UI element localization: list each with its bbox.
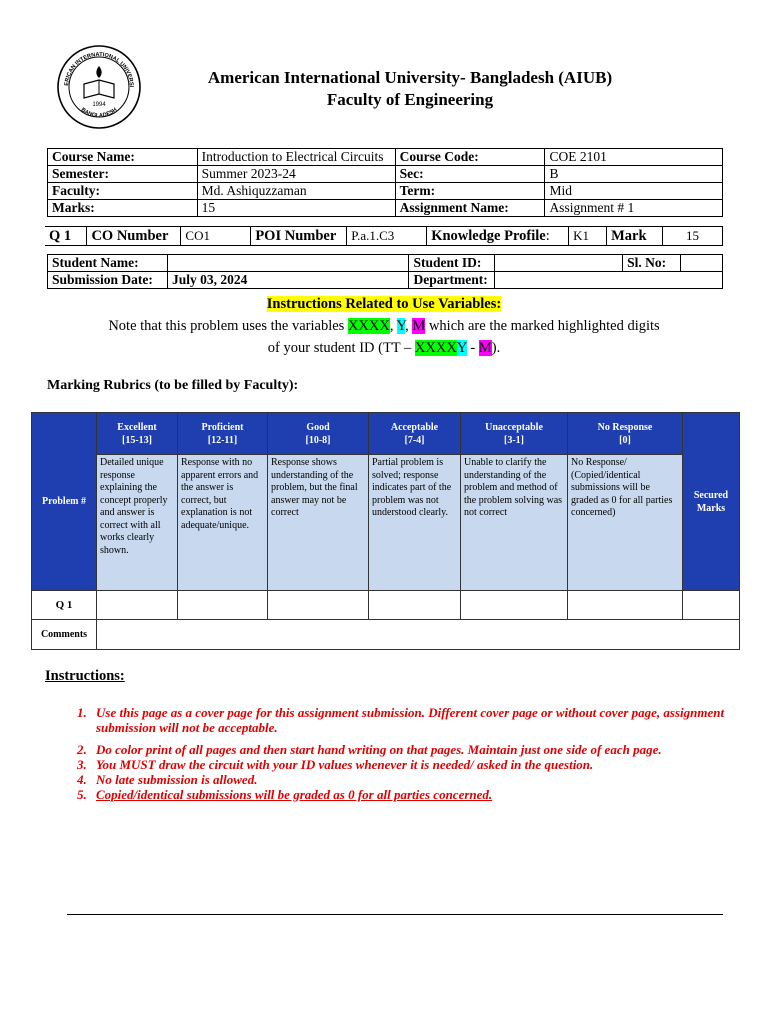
instruction-item: 5. Copied/identical submissions will be graded as 0 for all parties concerned. xyxy=(90,787,750,802)
student-info-table xyxy=(47,254,723,289)
instructions-title: Instructions: xyxy=(45,668,125,684)
semester-value: Summer 2023-24 xyxy=(197,166,395,183)
score-cell[interactable] xyxy=(369,591,461,620)
student-name-field[interactable] xyxy=(167,255,409,272)
marks-value: 15 xyxy=(197,200,395,217)
seal-bottom-text: BANGLADESH xyxy=(79,106,119,120)
seal-year: 1994 xyxy=(92,102,106,108)
seal-top-text: ERICAN INTERNATIONAL UNIVERSI xyxy=(63,51,135,88)
mark-label: Mark xyxy=(607,227,663,246)
sec-value: B xyxy=(545,166,723,183)
mark-value: 15 xyxy=(663,227,723,246)
faculty-title: Faculty of Engineering xyxy=(326,90,494,109)
rubric-title: Marking Rubrics (to be filled by Faculty): xyxy=(47,378,299,393)
level-description: No Response/ (Copied/identical submissions will be graded as 0 for all parties concerned) xyxy=(568,455,683,591)
department-label: Department: xyxy=(409,272,495,289)
level-header: Good [10-8] xyxy=(268,413,369,455)
faculty-row xyxy=(48,183,723,200)
question-number: Q 1 xyxy=(45,227,87,246)
knowledge-profile-value: K1 xyxy=(569,227,607,246)
score-cell[interactable] xyxy=(568,591,683,620)
course-info-table xyxy=(47,148,723,217)
sec-label: Sec: xyxy=(395,166,545,183)
co-number-label: CO Number xyxy=(87,227,181,246)
level-description: Unable to clarify the understanding of the problem and method of the problem solving was not correct xyxy=(461,455,568,591)
var-x: XXXX xyxy=(347,318,390,334)
variables-note-line2: of your student ID (TT – XXXXY - M). xyxy=(267,340,501,356)
id-y: Y xyxy=(456,340,467,356)
signature-line xyxy=(67,914,723,915)
student-name-row xyxy=(48,255,723,272)
question-table xyxy=(45,226,723,246)
comments-row xyxy=(32,620,740,650)
assignment-label: Assignment Name: xyxy=(395,200,545,217)
q1-score-row xyxy=(32,591,740,620)
instruction-item: 2. Do color print of all pages and then start hand writing on that pages. Maintain just one side of each page. xyxy=(90,742,750,757)
problem-header: Problem # xyxy=(32,413,97,591)
submission-date-label: Submission Date: xyxy=(48,272,168,289)
comments-label: Comments xyxy=(32,620,97,650)
level-header: Unacceptable [3-1] xyxy=(461,413,568,455)
secured-marks-header: Secured Marks xyxy=(683,413,740,591)
level-description: Response with no apparent errors and the answer is correct, but explanation is not adequate/unique. xyxy=(178,455,268,591)
course-code-label: Course Code: xyxy=(395,149,545,166)
university-title: American International University- Bangladesh (AIUB) xyxy=(207,68,613,87)
knowledge-profile-label: Knowledge Profile: xyxy=(427,227,569,246)
term-value: Mid xyxy=(545,183,723,200)
student-name-label: Student Name: xyxy=(48,255,168,272)
term-label: Term: xyxy=(395,183,545,200)
rubric-table xyxy=(31,412,740,650)
id-x: XXXX xyxy=(414,340,457,356)
score-cell[interactable] xyxy=(97,591,178,620)
instruction-item: 4. No late submission is allowed. xyxy=(90,772,750,787)
poi-number-value: P.a.1.C3 xyxy=(347,227,427,246)
comments-field[interactable] xyxy=(97,620,740,650)
level-description: Response shows understanding of the problem, but the final answer may not be correct xyxy=(268,455,369,591)
submission-date-value: July 03, 2024 xyxy=(167,272,409,289)
var-y: Y xyxy=(396,318,406,334)
co-number-value: CO1 xyxy=(181,227,251,246)
course-code-value: COE 2101 xyxy=(545,149,723,166)
instruction-item: 3. You MUST draw the circuit with your ID values whenever it is needed/ asked in the question. xyxy=(90,757,750,772)
id-m: M xyxy=(478,340,492,356)
course-name-label: Course Name: xyxy=(48,149,198,166)
svg-text:BANGLADESH xyxy=(80,107,119,119)
submission-row xyxy=(48,272,723,289)
var-m: M xyxy=(412,318,426,334)
department-field[interactable] xyxy=(495,272,723,289)
score-cell[interactable] xyxy=(461,591,568,620)
course-name-value: Introduction to Electrical Circuits xyxy=(197,149,395,166)
course-row xyxy=(48,149,723,166)
faculty-value: Md. Ashiquzzaman xyxy=(197,183,395,200)
faculty-label: Faculty: xyxy=(48,183,198,200)
assignment-value: Assignment # 1 xyxy=(545,200,723,217)
level-description: Detailed unique response explaining the concept properly and answer is correct with all works clearly shown. xyxy=(97,455,178,591)
poi-number-label: POI Number xyxy=(251,227,347,246)
level-description: Partial problem is solved; response indicates part of the problem was not understood clearly. xyxy=(369,455,461,591)
student-id-label: Student ID: xyxy=(409,255,495,272)
level-header: No Response [0] xyxy=(568,413,683,455)
level-header: Excellent [15-13] xyxy=(97,413,178,455)
aiub-seal-icon xyxy=(56,44,142,130)
variables-note-line1: Note that this problem uses the variables XXXX, Y, M which are the marked highlighted digits xyxy=(108,318,660,334)
sl-no-field[interactable] xyxy=(681,255,723,272)
marks-row xyxy=(48,200,723,217)
variables-heading: Instructions Related to Use Variables: xyxy=(266,296,502,312)
level-header: Acceptable [7-4] xyxy=(369,413,461,455)
semester-label: Semester: xyxy=(48,166,198,183)
score-cell[interactable] xyxy=(268,591,369,620)
q1-row-label: Q 1 xyxy=(32,591,97,620)
instruction-item: 1. Use this page as a cover page for this assignment submission. Different cover page or without cover page, assignment submission will not be acceptable. xyxy=(90,705,750,735)
score-cell[interactable] xyxy=(178,591,268,620)
semester-row xyxy=(48,166,723,183)
secured-marks-cell[interactable] xyxy=(683,591,740,620)
level-header: Proficient [12-11] xyxy=(178,413,268,455)
sl-no-label: Sl. No: xyxy=(623,255,681,272)
marks-label: Marks: xyxy=(48,200,198,217)
student-id-field[interactable] xyxy=(495,255,623,272)
instructions-list xyxy=(42,705,750,802)
